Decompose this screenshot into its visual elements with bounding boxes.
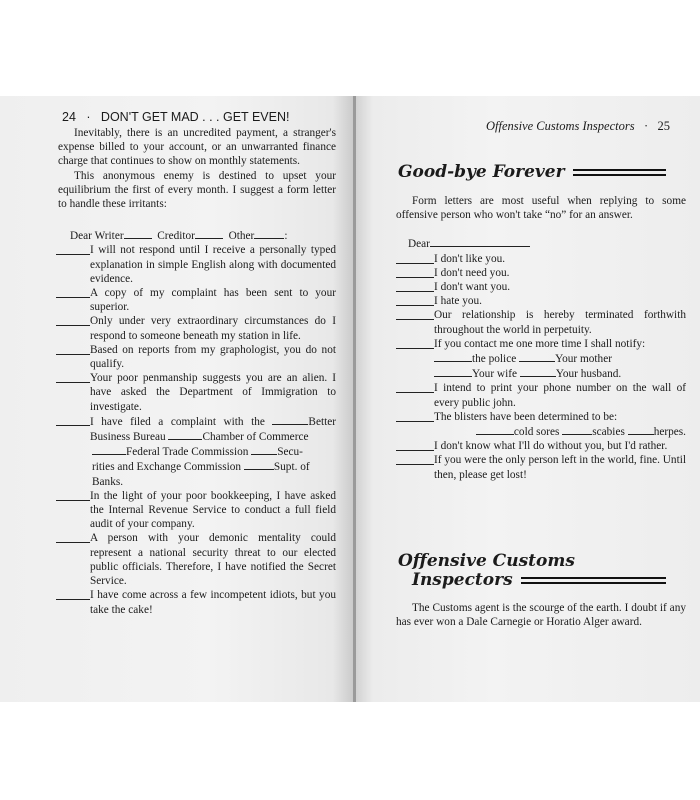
form-item [56,588,336,616]
checkbox-line [56,588,90,600]
checkbox-line [396,410,434,422]
salutation-dear-writer: Dear Writer [70,230,124,243]
checkbox-line [56,343,90,355]
salutation-dear: Dear [408,238,430,251]
option-husband: Your husband. [555,368,622,381]
heading-rule [521,577,666,584]
checkbox-line [396,280,434,292]
section-heading-goodbye [398,162,666,182]
checkbox-line [56,489,90,501]
option-herpes: herpes. [653,426,686,439]
left-page-number: 24 [62,110,76,124]
intro-paragraph: Inevitably, there is an uncredited payment, a stranger's expense billed to your account, or an unwarranted finance charge that continues to show on monthly statements. [58,127,336,168]
option-business-bureau: Business Bureau [90,431,166,444]
form-item [396,266,686,280]
form-item-text: Our relationship is hereby terminated forthwith throughout the world in perpetuity. [434,309,686,336]
left-page-text [58,126,336,617]
section-heading-customs [398,552,666,590]
complaint-lead: I have filed a complaint with the [90,415,265,428]
form-item-text: A person with your demonic mentality could represent a national security threat to our elected public officials. Therefore, I have notified the Secret Service. [90,532,336,588]
intro-paragraph: Form letters are most useful when replying to some offensive person who won't take “no” for an answer. [396,195,686,222]
form-item-text: If you contact me one more time I shall notify: [434,337,646,350]
form-item-notify [396,337,686,351]
option-cold-sores: cold sores [513,426,560,439]
checkbox-line [396,308,434,320]
form-item [396,453,686,481]
checkbox-line [396,381,434,393]
right-page-header [486,119,670,134]
salutation-line [70,228,336,243]
form-item-text: Only under very extraordinary circumstances do I respond to someone beneath my station in life. [90,315,336,342]
form-item-text: I don't want you. [434,281,511,294]
form-item-text: In the light of your poor bookkeeping, I have asked the Internal Revenue Service to conduct a full field audit of your company. [90,489,336,531]
form-item-text: If you were the only person left in the world, fine. Until then, please get lost! [434,454,686,481]
notify-options [434,351,686,381]
form-item [56,531,336,588]
option-banks: Banks. [92,475,124,488]
form-item-text: I don't need you. [434,266,510,279]
form-item [396,381,686,409]
section-heading-line2: Inspectors [412,570,513,590]
checkbox-line [56,286,90,298]
checkbox-line [396,266,434,278]
option-scabies: scabies [592,426,625,439]
form-item [56,489,336,532]
left-page-header [62,110,289,124]
checkbox-line [396,294,434,306]
form-item [56,286,336,314]
form-item-text: A copy of my complaint has been sent to your superior. [90,287,336,314]
form-item-text: I don't know what I'll do without you, but I'd rather. [434,440,668,453]
right-running-title: Offensive Customs Inspectors [485,119,635,133]
checkbox-line [56,314,90,326]
form-item-text: I have come across a few incompetent idiots, but you take the cake! [90,589,336,616]
left-running-title: DON'T GET MAD . . . GET EVEN! [100,110,290,124]
left-page [0,96,354,702]
section-heading-line1: Offensive Customs [398,551,575,571]
option-police: the police [472,353,517,366]
form-item [396,294,686,308]
salutation-other: Other [228,230,255,243]
book-spread [0,96,700,702]
option-wife: Your wife [472,368,517,381]
option-mother: Your mother [555,353,612,366]
right-page-number: 25 [657,119,670,133]
blisters-options [434,424,686,439]
form-item-text: I intend to print your phone number on the wall of every public john. [434,382,686,409]
option-better: Better [308,415,337,428]
checkbox-line [396,453,434,465]
salutation-colon: : [284,230,288,243]
intro-paragraph: This anonymous enemy is destined to upset your equilibrium the first of every month. I suggest a form letter to handle these irritants: [58,169,336,211]
checkbox-line [56,371,90,383]
form-item [396,308,686,336]
salutation-creditor: Creditor [157,230,195,243]
section-heading-text: Good-bye Forever [398,162,565,182]
checkbox-line [396,439,434,451]
right-page-text [396,194,686,482]
heading-rule [573,169,666,176]
form-item [56,371,336,414]
form-item [56,243,336,286]
option-secu: Secu- [277,446,303,459]
form-item-text: Your poor penmanship suggests you are an alien. I have asked the Department of Immigration to investigate. [90,372,336,413]
checkbox-line [56,243,90,255]
right-page [356,96,700,702]
form-item [56,314,336,342]
form-item [396,439,686,453]
option-ftc: Federal Trade Commission [126,446,249,459]
form-item-text: The blisters have been determined to be: [434,410,618,423]
header-separator: · [86,110,91,124]
form-item [56,343,336,371]
form-item-text: I hate you. [434,295,482,308]
form-item-text: Based on reports from my graphologist, you do not qualify. [90,343,336,371]
option-supt: Supt. of [273,461,310,474]
complaint-options [92,444,336,489]
form-item [396,280,686,294]
checkbox-line [56,531,90,543]
form-item [396,252,686,266]
salutation-line [408,236,686,251]
option-chamber: Chamber of Commerce [202,431,309,444]
header-separator: · [643,119,649,133]
option-rities: rities and Exchange Commission [92,461,242,474]
closing-paragraph: The Customs agent is the scourge of the earth. I doubt if any has ever won a Dale Carnegie or Horatio Alger award. [396,602,686,629]
form-item-blisters [396,410,686,424]
checkbox-line [396,252,434,264]
form-item-text: I don't like you. [434,252,506,265]
checkbox-line [396,337,434,349]
form-item-complaint [56,414,336,444]
checkbox-line [56,414,90,426]
form-item-text: I will not respond until I receive a personally typed explanation in simple English along with documented evidence. [90,244,336,285]
